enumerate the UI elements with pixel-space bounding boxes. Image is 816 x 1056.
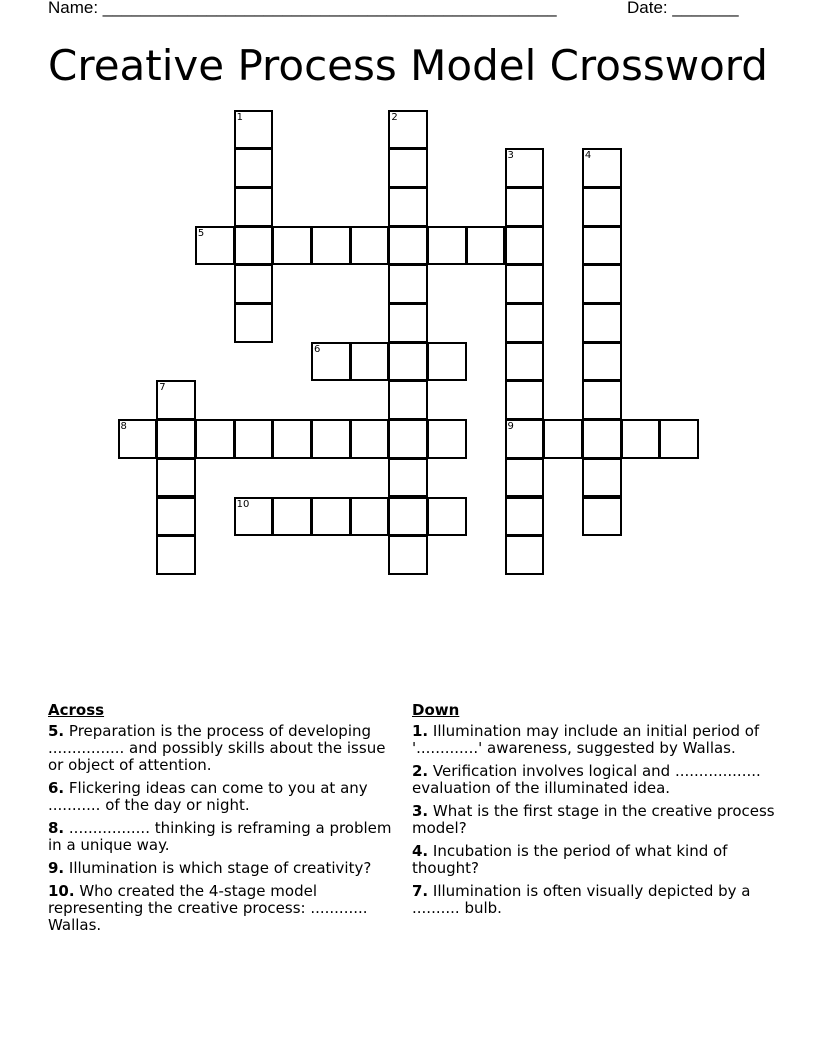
crossword-cell[interactable]: [427, 342, 467, 382]
crossword-cell[interactable]: [234, 419, 274, 459]
crossword-cell-5[interactable]: [195, 226, 235, 266]
clue-number: 1.: [412, 722, 429, 740]
crossword-cell[interactable]: [582, 303, 622, 343]
crossword-cell[interactable]: [272, 226, 312, 266]
crossword-cell[interactable]: [582, 264, 622, 304]
crossword-cell[interactable]: [272, 419, 312, 459]
clue-number: 8.: [48, 819, 65, 837]
crossword-cell[interactable]: [582, 342, 622, 382]
crossword-cell-4[interactable]: [582, 148, 622, 188]
clue-number: 9.: [48, 859, 65, 877]
crossword-cell[interactable]: [388, 264, 428, 304]
crossword-cell[interactable]: [350, 497, 390, 537]
crossword-cell[interactable]: [234, 264, 274, 304]
crossword-cell[interactable]: [234, 187, 274, 227]
crossword-cell[interactable]: [234, 148, 274, 188]
crossword-cell[interactable]: [388, 458, 428, 498]
crossword-cell[interactable]: [156, 419, 196, 459]
clue-number-label: 10: [236, 498, 250, 510]
crossword-cell[interactable]: [505, 380, 545, 420]
crossword-cell[interactable]: [195, 419, 235, 459]
clue-number: 4.: [412, 842, 429, 860]
crossword-cell[interactable]: [582, 380, 622, 420]
name-field-label[interactable]: Name: ________________________________________________: [48, 0, 557, 17]
clue-across-10: [48, 883, 398, 934]
clue-number-label: 6: [314, 343, 321, 355]
clue-text: Incubation is the period of what kind of thought?: [412, 842, 728, 877]
across-clues: [48, 702, 398, 940]
crossword-cell[interactable]: [582, 497, 622, 537]
clue-text: Flickering ideas can come to you at any ........... of the day or night.: [48, 779, 368, 814]
date-field-label[interactable]: Date: _______: [627, 0, 739, 17]
crossword-cell[interactable]: [388, 380, 428, 420]
crossword-cell[interactable]: [466, 226, 506, 266]
crossword-cell[interactable]: [156, 458, 196, 498]
clue-text: Illumination may include an initial period of '.............' awareness, suggested by Wallas.: [412, 722, 760, 757]
clue-number: 2.: [412, 762, 429, 780]
clue-number: 10.: [48, 882, 75, 900]
crossword-cell[interactable]: [350, 419, 390, 459]
crossword-cell[interactable]: [505, 303, 545, 343]
crossword-cell[interactable]: [311, 497, 351, 537]
crossword-cell[interactable]: [505, 264, 545, 304]
down-clues: [412, 702, 782, 923]
clue-number: 3.: [412, 802, 429, 820]
crossword-cell[interactable]: [505, 187, 545, 227]
crossword-cell[interactable]: [272, 497, 312, 537]
crossword-cell[interactable]: [350, 342, 390, 382]
across-heading: Across: [48, 701, 105, 719]
crossword-cell[interactable]: [350, 226, 390, 266]
crossword-cell[interactable]: [582, 187, 622, 227]
clue-across-9: [48, 860, 398, 877]
clue-number-label: 1: [236, 111, 243, 123]
crossword-cell[interactable]: [582, 419, 622, 459]
clue-across-8: [48, 820, 398, 854]
crossword-cell[interactable]: [505, 226, 545, 266]
crossword-cell[interactable]: [388, 303, 428, 343]
clue-text: Preparation is the process of developing ................ and possibly skills about the issue or object of attention.: [48, 722, 386, 774]
crossword-cell[interactable]: [156, 497, 196, 537]
clue-number: 6.: [48, 779, 65, 797]
crossword-cell[interactable]: [388, 419, 428, 459]
crossword-cell-6[interactable]: [311, 342, 351, 382]
crossword-cell-7[interactable]: [156, 380, 196, 420]
crossword-cell[interactable]: [505, 497, 545, 537]
crossword-cell-10[interactable]: [234, 497, 274, 537]
clue-number: 5.: [48, 722, 65, 740]
clue-down-4: [412, 843, 782, 877]
clue-down-7: [412, 883, 782, 917]
down-heading: Down: [412, 701, 460, 719]
crossword-cell[interactable]: [543, 419, 583, 459]
crossword-cell[interactable]: [659, 419, 699, 459]
clue-text: ................. thinking is reframing a problem in a unique way.: [48, 819, 392, 854]
crossword-cell[interactable]: [234, 226, 274, 266]
crossword-cell[interactable]: [388, 342, 428, 382]
clue-number: 7.: [412, 882, 429, 900]
crossword-cell[interactable]: [621, 419, 661, 459]
crossword-cell[interactable]: [388, 187, 428, 227]
clue-number-label: 9: [507, 421, 514, 433]
crossword-cell[interactable]: [388, 497, 428, 537]
crossword-cell[interactable]: [505, 458, 545, 498]
clue-down-2: [412, 763, 782, 797]
clue-down-1: [412, 723, 782, 757]
crossword-cell-8[interactable]: [118, 419, 158, 459]
crossword-cell[interactable]: [582, 226, 622, 266]
crossword-cell[interactable]: [505, 535, 545, 575]
crossword-cell[interactable]: [234, 303, 274, 343]
crossword-cell[interactable]: [388, 535, 428, 575]
crossword-cell[interactable]: [311, 419, 351, 459]
clue-down-3: [412, 803, 782, 837]
crossword-cell[interactable]: [311, 226, 351, 266]
clue-text: Illumination is often visually depicted by a .......... bulb.: [412, 882, 751, 917]
clue-number-label: 4: [584, 150, 592, 162]
crossword-cell[interactable]: [156, 535, 196, 575]
clue-number-label: 8: [120, 421, 127, 433]
crossword-cell-9[interactable]: [505, 419, 545, 459]
crossword-cell-3[interactable]: [505, 148, 545, 188]
page-title: Creative Process Model Crossword: [48, 41, 768, 90]
crossword-cell-2[interactable]: [388, 110, 428, 150]
crossword-cell[interactable]: [388, 148, 428, 188]
clue-number-label: 5: [197, 227, 205, 239]
clue-text: What is the first stage in the creative process model?: [412, 802, 775, 837]
clue-text: Illumination is which stage of creativity?: [64, 859, 372, 877]
crossword-cell[interactable]: [427, 226, 467, 266]
crossword-cell[interactable]: [427, 419, 467, 459]
crossword-cell-1[interactable]: [234, 110, 274, 150]
clue-number-label: 7: [159, 382, 166, 394]
crossword-cell[interactable]: [582, 458, 622, 498]
clue-number-label: 2: [391, 111, 398, 123]
clue-text: Verification involves logical and .................. evaluation of the illuminated idea.: [412, 762, 761, 797]
crossword-cell[interactable]: [505, 342, 545, 382]
clue-text: Who created the 4-stage model representing the creative process: ............ Wallas.: [48, 882, 368, 934]
crossword-cell[interactable]: [427, 497, 467, 537]
clue-across-6: [48, 780, 398, 814]
clue-number-label: 3: [507, 150, 514, 162]
clue-across-5: [48, 723, 398, 774]
crossword-cell[interactable]: [388, 226, 428, 266]
